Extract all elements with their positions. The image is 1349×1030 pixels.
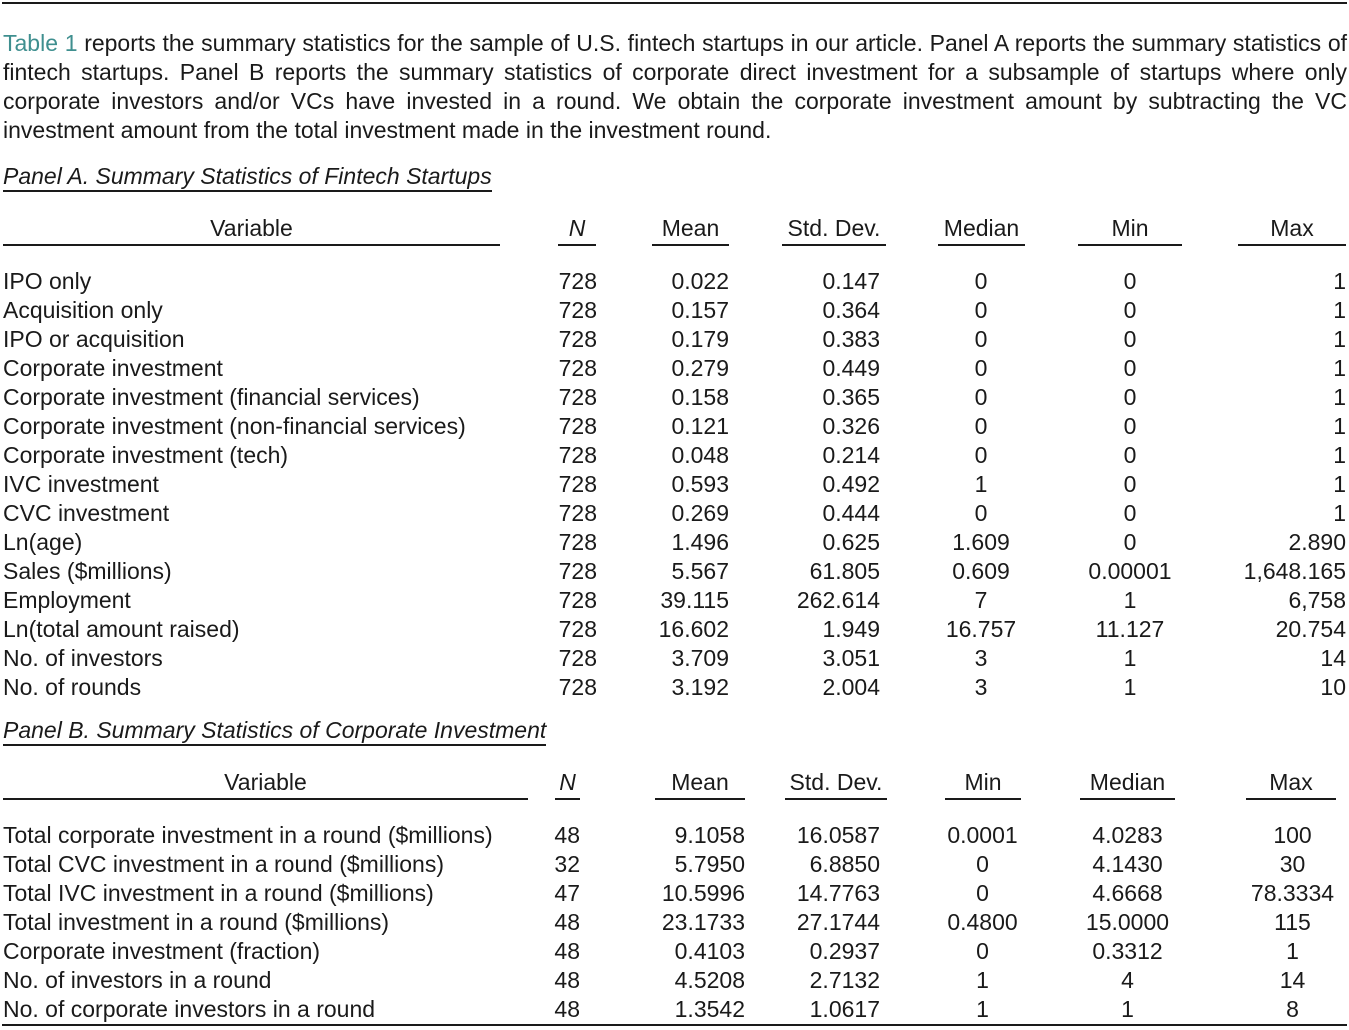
table-cell-n: 728 — [558, 500, 597, 526]
column-header-rule — [782, 244, 886, 246]
table-cell-max: 14 — [1279, 967, 1306, 993]
table-cell-max: 1 — [1333, 500, 1346, 526]
column-header-mean: Mean — [671, 769, 729, 795]
column-header-variable: Variable — [224, 769, 307, 795]
column-header-rule — [938, 244, 1025, 246]
table-cell-std-dev: 27.1744 — [796, 909, 880, 935]
table-cell-mean: 0.158 — [671, 384, 729, 410]
table-cell-std-dev: 2.004 — [822, 674, 880, 700]
table-cell-n: 48 — [554, 822, 580, 848]
table-cell-col5: 0 — [974, 355, 988, 381]
table-cell-mean: 10.5996 — [661, 880, 745, 906]
table-cell-max: 20.754 — [1275, 616, 1346, 642]
row-label: Total investment in a round ($millions) — [3, 909, 390, 935]
table-cell-col5: 1 — [974, 471, 988, 497]
table-cell-col6: 1 — [1123, 645, 1137, 671]
table-cell-col6: 0.00001 — [1088, 558, 1172, 584]
table-cell-n: 728 — [558, 413, 597, 439]
table-cell-max: 1 — [1333, 326, 1346, 352]
table-cell-n: 728 — [558, 355, 597, 381]
row-label: No. of rounds — [3, 674, 142, 700]
table-cell-std-dev: 0.449 — [822, 355, 880, 381]
table-cell-std-dev: 16.0587 — [796, 822, 880, 848]
table-cell-max: 30 — [1279, 851, 1306, 877]
table-cell-col5: 0 — [974, 384, 988, 410]
table-cell-col6: 4.1430 — [1092, 851, 1163, 877]
column-header-rule — [558, 244, 596, 246]
table-cell-std-dev: 0.444 — [822, 500, 880, 526]
table-cell-n: 728 — [558, 674, 597, 700]
table-cell-mean: 5.567 — [671, 558, 729, 584]
table-cell-mean: 0.4103 — [674, 938, 745, 964]
row-label: No. of investors — [3, 645, 163, 671]
row-label: Ln(age) — [3, 529, 83, 555]
table-cell-max: 14 — [1320, 645, 1346, 671]
table-cell-col5: 3 — [974, 674, 988, 700]
row-label: Corporate investment (non-financial services) — [3, 413, 466, 439]
table-cell-n: 728 — [558, 529, 597, 555]
column-header-n: N — [568, 215, 586, 241]
row-label: CVC investment — [3, 500, 170, 526]
table-cell-mean: 0.048 — [671, 442, 729, 468]
table-cell-max: 1,648.165 — [1243, 558, 1346, 584]
row-label: Total corporate investment in a round ($millions) — [3, 822, 493, 848]
table-cell-std-dev: 61.805 — [809, 558, 880, 584]
table-cell-col5: 7 — [974, 587, 988, 613]
panel-a-title: Panel A. Summary Statistics of Fintech Startups — [3, 162, 492, 192]
table-cell-col6: 0.3312 — [1092, 938, 1163, 964]
table-cell-max: 6,758 — [1288, 587, 1346, 613]
row-label: IPO or acquisition — [3, 326, 185, 352]
table-cell-std-dev: 0.625 — [822, 529, 880, 555]
table-cell-col6: 11.127 — [1095, 616, 1165, 642]
table-cell-n: 47 — [554, 880, 580, 906]
row-label: Ln(total amount raised) — [3, 616, 240, 642]
table-cell-col5: 0 — [976, 938, 989, 964]
table-cell-max: 1 — [1286, 938, 1299, 964]
table-cell-max: 8 — [1286, 996, 1299, 1022]
table-cell-n: 728 — [558, 268, 597, 294]
table-cell-col6: 0 — [1123, 500, 1137, 526]
table-cell-mean: 0.279 — [671, 355, 729, 381]
table-cell-mean: 23.1733 — [661, 909, 745, 935]
table-cell-std-dev: 3.051 — [822, 645, 880, 671]
table-cell-n: 728 — [558, 384, 597, 410]
row-label: IPO only — [3, 268, 92, 294]
column-header-rule — [1246, 798, 1336, 800]
table-cell-n: 728 — [558, 558, 597, 584]
table-cell-max: 115 — [1274, 909, 1311, 935]
column-header-col6: Median — [1089, 769, 1166, 795]
table-cell-col6: 0 — [1123, 297, 1137, 323]
table-cell-col5: 0 — [974, 268, 988, 294]
column-header-rule — [1080, 798, 1175, 800]
table-cell-mean: 0.022 — [671, 268, 729, 294]
table-cell-col5: 0.4800 — [947, 909, 1018, 935]
table-cell-std-dev: 0.492 — [822, 471, 880, 497]
column-header-rule — [785, 798, 887, 800]
table-cell-max: 2.890 — [1288, 529, 1346, 555]
column-header-rule — [655, 798, 745, 800]
table-cell-col5: 3 — [974, 645, 988, 671]
caption-text: reports the summary statistics for the sample of U.S. fintech startups in our article. Panel A reports the summary statistics of fintech startups. Panel B reports the summary statistics of corporate direct investment for a subsample of startups where only corporate investors and/or VCs have invested in a round. We obtain the corporate investment amount by subtracting the VC investment amount from the total investment made in the investment round. — [3, 30, 1347, 143]
table-cell-col6: 4 — [1121, 967, 1134, 993]
row-label: Corporate investment (financial services) — [3, 384, 420, 410]
table-cell-std-dev: 262.614 — [796, 587, 880, 613]
table-cell-col5: 0 — [974, 297, 988, 323]
table-cell-max: 100 — [1273, 822, 1312, 848]
table-cell-std-dev: 1.949 — [822, 616, 880, 642]
column-header-rule — [652, 244, 729, 246]
table-cell-mean: 3.709 — [671, 645, 729, 671]
table-cell-max: 1 — [1333, 413, 1346, 439]
row-label: No. of investors in a round — [3, 967, 272, 993]
table-cell-mean: 16.602 — [658, 616, 729, 642]
table-cell-col5: 0 — [974, 326, 988, 352]
table-cell-n: 728 — [558, 645, 597, 671]
table-cell-col5: 1.609 — [952, 529, 1010, 555]
row-label: Acquisition only — [3, 297, 163, 323]
table-cell-std-dev: 2.7132 — [809, 967, 880, 993]
table-cell-mean: 4.5208 — [674, 967, 745, 993]
table-cell-col5: 16.757 — [945, 616, 1017, 642]
row-label: Sales ($millions) — [3, 558, 172, 584]
table-reference-link[interactable]: Table 1 — [3, 30, 78, 56]
table-cell-col6: 15.0000 — [1085, 909, 1170, 935]
table-cell-max: 10 — [1320, 674, 1346, 700]
table-cell-n: 728 — [558, 587, 597, 613]
table-cell-mean: 39.115 — [660, 587, 729, 613]
column-header-variable: Variable — [210, 215, 293, 241]
table-cell-std-dev: 6.8850 — [809, 851, 880, 877]
table-caption — [3, 29, 1347, 145]
table-cell-max: 1 — [1333, 442, 1346, 468]
table-cell-col6: 4.0283 — [1092, 822, 1163, 848]
column-header-n: N — [559, 769, 576, 795]
table-cell-col5: 0 — [974, 442, 988, 468]
table-cell-n: 728 — [558, 616, 597, 642]
bottom-rule — [2, 1024, 1347, 1026]
column-header-col5: Median — [943, 215, 1020, 241]
column-header-rule — [3, 244, 500, 246]
table-cell-mean: 5.7950 — [674, 851, 745, 877]
row-label: Corporate investment (tech) — [3, 442, 289, 468]
table-cell-n: 48 — [554, 909, 580, 935]
column-header-mean: Mean — [661, 215, 720, 241]
table-cell-col6: 0 — [1123, 355, 1137, 381]
table-cell-n: 48 — [554, 996, 580, 1022]
top-rule — [2, 2, 1347, 4]
table-cell-max: 1 — [1333, 297, 1346, 323]
table-cell-col6: 0 — [1123, 471, 1137, 497]
table-cell-max: 1 — [1333, 355, 1346, 381]
row-label: Total IVC investment in a round ($millions) — [3, 880, 434, 906]
table-cell-mean: 1.3542 — [674, 996, 745, 1022]
column-header-max: Max — [1269, 769, 1313, 795]
row-label: Corporate investment (fraction) — [3, 938, 321, 964]
table-cell-n: 48 — [554, 967, 580, 993]
table-cell-col5: 0 — [976, 880, 989, 906]
table-cell-col6: 0 — [1123, 529, 1137, 555]
table-cell-max: 1 — [1333, 384, 1346, 410]
column-header-rule — [3, 798, 528, 800]
table-cell-col6: 0 — [1123, 384, 1137, 410]
row-label: IVC investment — [3, 471, 159, 497]
column-header-std-dev: Std. Dev. — [789, 769, 883, 795]
table-cell-col5: 0 — [974, 500, 988, 526]
table-cell-col6: 0 — [1123, 413, 1137, 439]
table-cell-mean: 0.179 — [671, 326, 729, 352]
column-header-std-dev: Std. Dev. — [787, 215, 881, 241]
table-cell-std-dev: 0.365 — [822, 384, 880, 410]
table-cell-mean: 1.496 — [671, 529, 729, 555]
table-cell-col6: 1 — [1123, 587, 1137, 613]
column-header-col5: Min — [964, 769, 1002, 795]
table-cell-n: 728 — [558, 297, 597, 323]
table-cell-col5: 0.0001 — [947, 822, 1018, 848]
column-header-rule — [1238, 244, 1346, 246]
table-cell-std-dev: 0.326 — [822, 413, 880, 439]
column-header-col6: Min — [1111, 215, 1149, 241]
table-cell-n: 32 — [554, 851, 580, 877]
panel-b-title: Panel B. Summary Statistics of Corporate Investment — [3, 716, 546, 746]
column-header-max: Max — [1270, 215, 1314, 241]
table-cell-mean: 0.157 — [671, 297, 729, 323]
table-cell-mean: 0.593 — [671, 471, 729, 497]
table-cell-mean: 0.121 — [671, 413, 729, 439]
table-cell-n: 728 — [558, 442, 597, 468]
table-cell-std-dev: 0.2937 — [809, 938, 880, 964]
table-cell-col6: 4.6668 — [1092, 880, 1163, 906]
table-cell-col5: 0 — [976, 851, 989, 877]
table-cell-col6: 1 — [1123, 674, 1137, 700]
table-cell-col6: 1 — [1121, 996, 1134, 1022]
table-cell-std-dev: 0.364 — [822, 297, 880, 323]
table-cell-mean: 9.1058 — [674, 822, 745, 848]
table-cell-col5: 1 — [976, 967, 989, 993]
table-cell-col6: 0 — [1123, 442, 1137, 468]
column-header-rule — [1078, 244, 1182, 246]
table-cell-col5: 0 — [974, 413, 988, 439]
row-label: Corporate investment — [3, 355, 223, 381]
table-cell-std-dev: 14.7763 — [796, 880, 880, 906]
row-label: No. of corporate investors in a round — [3, 996, 376, 1022]
table-cell-n: 48 — [554, 938, 580, 964]
row-label: Employment — [3, 587, 131, 613]
table-cell-mean: 3.192 — [671, 674, 729, 700]
table-cell-col5: 1 — [976, 996, 989, 1022]
table-cell-max: 78.3334 — [1250, 880, 1335, 906]
table-cell-std-dev: 0.214 — [822, 442, 880, 468]
table-cell-max: 1 — [1333, 268, 1346, 294]
table-cell-mean: 0.269 — [671, 500, 729, 526]
table-cell-std-dev: 1.0617 — [809, 996, 880, 1022]
table-cell-n: 728 — [558, 471, 597, 497]
table-cell-col6: 0 — [1123, 268, 1137, 294]
row-label: Total CVC investment in a round ($millions) — [3, 851, 445, 877]
table-cell-std-dev: 0.383 — [822, 326, 880, 352]
table-cell-std-dev: 0.147 — [822, 268, 880, 294]
table-cell-n: 728 — [558, 326, 597, 352]
table-cell-col6: 0 — [1123, 326, 1137, 352]
column-header-rule — [555, 798, 580, 800]
table-cell-col5: 0.609 — [952, 558, 1010, 584]
column-header-rule — [945, 798, 1021, 800]
table-cell-max: 1 — [1333, 471, 1346, 497]
